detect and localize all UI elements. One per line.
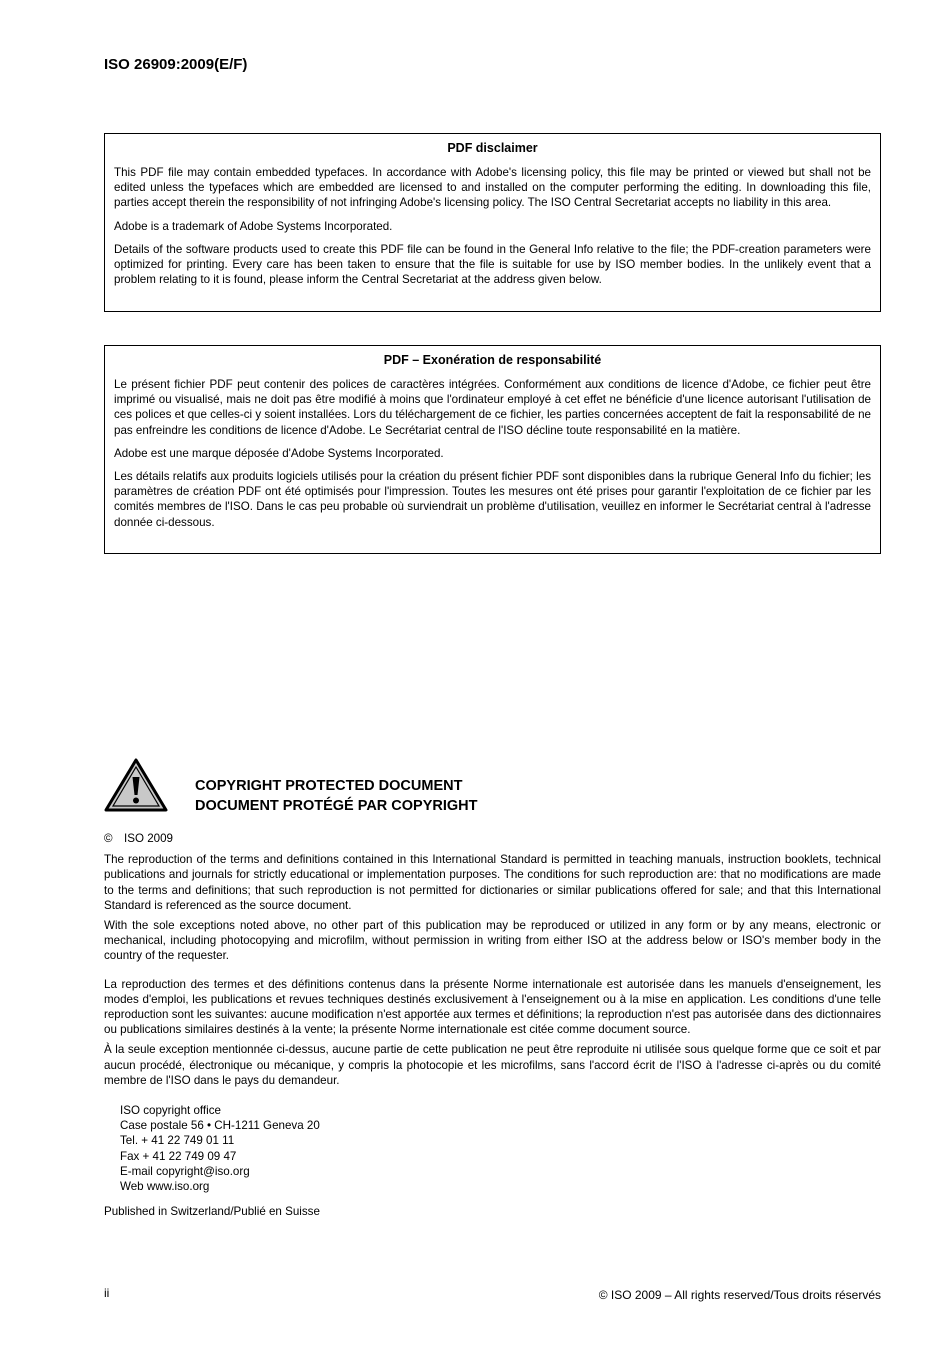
iso-address-block xyxy=(120,1103,881,1194)
published-line: Published in Switzerland/Publié en Suisse xyxy=(104,1205,320,1219)
pdf-disclaimer-title-fr: PDF – Exonération de responsabilité xyxy=(383,353,602,367)
copyright-paragraph: With the sole exceptions noted above, no other part of this publication may be reproduced or utilized in any form or by any means, electronic or mechanical, including photocopying and microfilm, without permission in writing from either ISO at the address below or ISO's member body in the country of the requester. xyxy=(104,919,881,963)
copyright-body xyxy=(104,831,881,1219)
copyright-title-fr: DOCUMENT PROTÉGÉ PAR COPYRIGHT xyxy=(195,798,478,814)
disclaimer-paragraph: Details of the software products used to create this PDF file can be found in the General Info relative to the file; the PDF-creation parameters were optimized for printing. Every care has been taken to ensure that the file is suitable for use by ISO member bodies. In the unlikely event that a problem relating to it is found, please inform the Central Secretariat at the address given below. xyxy=(114,242,871,287)
copyright-year-line xyxy=(104,831,881,846)
document-id: ISO 26909:2009(E/F) xyxy=(104,56,248,73)
rights-notice: © ISO 2009 – All rights reserved/Tous droits réservés xyxy=(598,1288,881,1302)
page-number: ii xyxy=(104,1286,110,1300)
disclaimer-paragraph-fr: Adobe est une marque déposée d'Adobe Systems Incorporated. xyxy=(114,446,444,460)
disclaimer-paragraph-fr: Le présent fichier PDF peut contenir des polices de caractères intégrées. Conformément aux conditions de licence d'Adobe, ce fichier peut être imprimé ou visualisé, mais ne doit pas être modifié à moins que l'ordinateur employé à cet effet ne bénéficie d'une licence autorisant l'utilisation de ces polices et que celles-ci y soient installées. Lors du téléchargement de ce fichier, les parties concernées acceptent de fait la responsabilité de ne pas enfreindre les conditions de licence d'Adobe. Le Secrétariat central de l'ISO décline toute responsabilité en la matière. xyxy=(114,378,871,437)
pdf-disclaimer-title: PDF disclaimer xyxy=(447,141,538,155)
copyright-paragraph-fr: La reproduction des termes et des définitions contenus dans la présente Norme internationale est autorisée dans les manuels d'enseignement, les modes d'emploi, les publications et revues techniques destinés exclusivement à l'enseignement ou à la mise en application. Les conditions d'une telle reproduction sont les suivantes: aucune modification n'est apportée aux termes et définitions; la reproduction n'est pas autorisée dans des dictionnaires ou publications similaires destinés à la vente; la présente Norme internationale est citée comme document source. xyxy=(104,977,881,1037)
disclaimer-paragraph: Adobe is a trademark of Adobe Systems Incorporated. xyxy=(114,219,393,233)
disclaimer-paragraph: This PDF file may contain embedded typefaces. In accordance with Adobe's licensing policy, this file may be printed or viewed but shall not be edited unless the typefaces which are embedded are licensed to and installed on the computer performing the editing. In downloading this file, parties accept therein the responsibility of not infringing Adobe's licensing policy. The ISO Central Secretariat accepts no liability in this area. xyxy=(114,166,871,210)
disclaimer-paragraph-fr: Les détails relatifs aux produits logiciels utilisés pour la création du présent fichier PDF sont disponibles dans la rubrique General Info du fichier; les paramètres de création PDF ont été optimisés pour l'impression. Toutes les mesures ont été prises pour garantir l'exploitation de ce fichier par les comités membres de l'ISO. Dans le cas peu probable où surviendrait un problème d'utilisation, veuillez en informer le Secrétariat central à l'adresse donnée ci-dessous. xyxy=(114,470,871,529)
address-line: Case postale 56 • CH-1211 Geneva 20 xyxy=(120,1119,320,1133)
address-fax: Fax + 41 22 749 09 47 xyxy=(120,1149,237,1163)
copyright-paragraph: The reproduction of the terms and definitions contained in this International Standard is permitted in teaching manuals, instruction booklets, technical publications and journals for strictly educational or implementation purposes. The conditions for such reproduction are: that no modifications are made to the terms and definitions; that such reproduction is not permitted for dictionaries or similar publications offered for sale; and that this International Standard is referenced as the source document. xyxy=(104,853,881,912)
copyright-header xyxy=(104,757,881,815)
pdf-disclaimer-box-fr xyxy=(104,345,881,554)
copyright-paragraph-fr: À la seule exception mentionnée ci-dessus, aucune partie de cette publication ne peut être reproduite ni utilisée sous quelque forme que ce soit et par aucun procédé, électronique ou mécanique, y compris la photocopie et les microfilms, sans l'accord écrit de l'ISO à l'adresse ci-après ou du comité membre de l'ISO dans le pays du demandeur. xyxy=(104,1043,881,1087)
address-line: ISO copyright office xyxy=(120,1104,221,1118)
copyright-symbol: © xyxy=(104,832,113,845)
copyright-title xyxy=(195,776,478,816)
address-phone: Tel. + 41 22 749 01 11 xyxy=(120,1134,235,1148)
copyright-year: ISO 2009 xyxy=(124,832,173,845)
copyright-title-en: COPYRIGHT PROTECTED DOCUMENT xyxy=(195,778,463,794)
address-email: E-mail copyright@iso.org xyxy=(120,1164,250,1178)
warning-icon xyxy=(104,757,168,813)
pdf-disclaimer-box xyxy=(104,133,881,312)
address-web: Web www.iso.org xyxy=(120,1180,210,1194)
